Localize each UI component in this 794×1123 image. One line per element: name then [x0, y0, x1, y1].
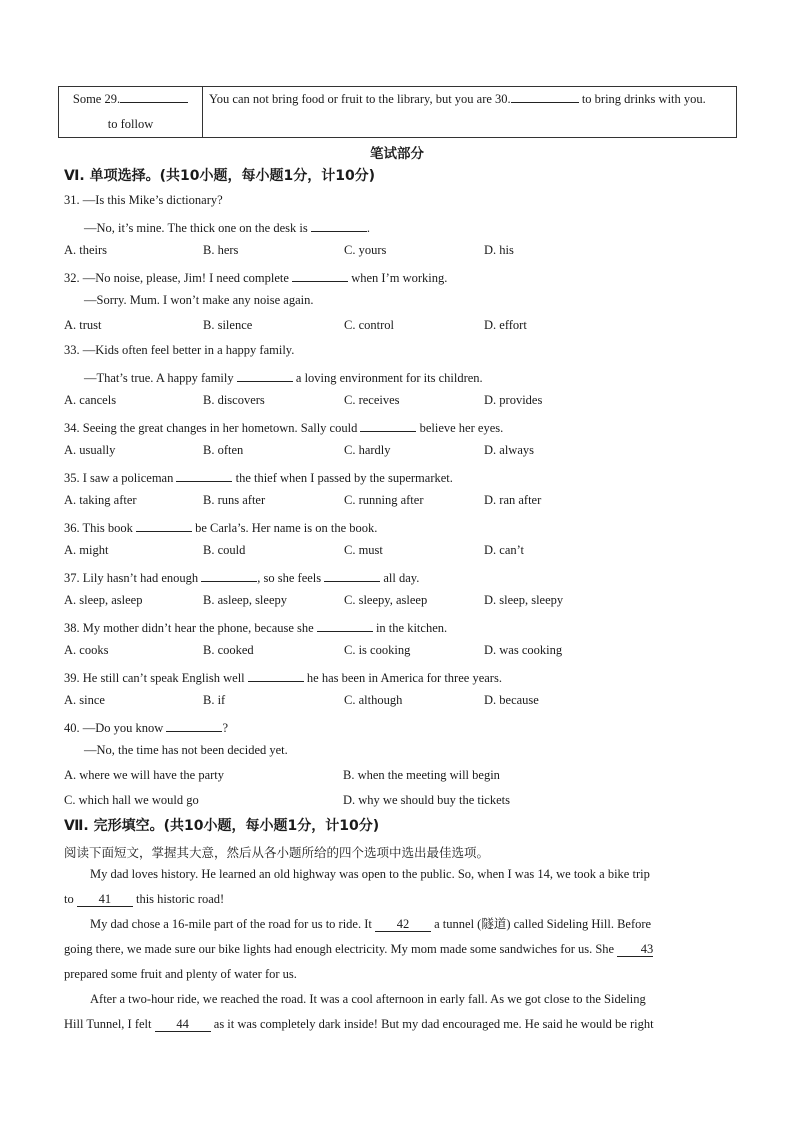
- q37-option-d[interactable]: D. sleep, sleepy: [484, 593, 564, 607]
- passage-line: [64, 912, 730, 937]
- q33-option-c[interactable]: C. receives: [344, 393, 400, 407]
- q35-stem-text: 35. I saw a policeman: [64, 471, 177, 485]
- q36-option-a[interactable]: A. might: [64, 543, 109, 557]
- passage-text: My dad chose a 16-mile part of the road for us to ride. It: [90, 917, 375, 931]
- q39-option-c[interactable]: C. although: [344, 693, 403, 707]
- q40-option-d[interactable]: D. why we should buy the tickets: [343, 793, 510, 807]
- q33-stem: 33. —Kids often feel better in a happy family.: [64, 343, 295, 357]
- q40-option-a[interactable]: A. where we will have the party: [64, 768, 225, 782]
- q31-option-b[interactable]: B. hers: [203, 243, 239, 257]
- q31-option-d[interactable]: D. his: [484, 243, 514, 257]
- blank-30: [511, 89, 579, 103]
- q32-blank: [292, 268, 348, 282]
- q39-blank: [248, 668, 304, 682]
- section-title: 笔试部分: [370, 146, 424, 162]
- q34-stem-text: 34. Seeing the great changes in her hometown. Sally could: [64, 421, 361, 435]
- q34-option-c[interactable]: C. hardly: [344, 443, 391, 457]
- q32-stem-end: when I’m working.: [348, 271, 448, 285]
- q34-stem: [64, 418, 503, 436]
- q32-stem: [64, 268, 447, 286]
- q38-option-d[interactable]: D. was cooking: [484, 643, 563, 657]
- q37-stem-mid: , so she feels: [257, 571, 325, 585]
- blank-44: 44: [155, 1017, 211, 1032]
- blank-42: 42: [375, 917, 431, 932]
- q34-stem-end: believe her eyes.: [416, 421, 504, 435]
- blank-29: [120, 89, 188, 103]
- q40-stem: [64, 718, 228, 736]
- q31-option-c[interactable]: C. yours: [344, 243, 387, 257]
- table-left-pre: Some 29.: [72, 92, 121, 106]
- q37-option-a[interactable]: A. sleep, asleep: [64, 593, 143, 607]
- q34-blank: [360, 418, 416, 432]
- q36-option-c[interactable]: C. must: [344, 543, 383, 557]
- passage-text: a tunnel (隧道) called Sideling Hill. Before: [431, 917, 652, 931]
- section-6-heading: Ⅵ. 单项选择。(共10小题，每小题1分，计10分): [64, 168, 376, 184]
- q33-reply-text: —That’s true. A happy family: [84, 371, 237, 385]
- q35-option-b[interactable]: B. runs after: [203, 493, 266, 507]
- section-7-heading: Ⅶ. 完形填空。(共10小题，每小题1分，计10分): [64, 818, 380, 834]
- q40-stem-end: ?: [222, 721, 228, 735]
- q39-option-a[interactable]: A. since: [64, 693, 105, 707]
- q35-stem-end: the thief when I passed by the supermarket.: [232, 471, 453, 485]
- q40-reply: —No, the time has not been decided yet.: [84, 743, 288, 757]
- q35-option-d[interactable]: D. ran after: [484, 493, 542, 507]
- table-right-post: to bring drinks with you.: [581, 92, 706, 106]
- q32-option-a[interactable]: A. trust: [64, 318, 102, 332]
- q32-option-d[interactable]: D. effort: [484, 318, 527, 332]
- q40-option-b[interactable]: B. when the meeting will begin: [343, 768, 500, 782]
- q32-option-b[interactable]: B. silence: [203, 318, 253, 332]
- q33-blank: [237, 368, 293, 382]
- q40-blank: [166, 718, 222, 732]
- passage-text: as it was completely dark inside! But my dad encouraged me. He said he would be right: [210, 1017, 654, 1031]
- q38-option-b[interactable]: B. cooked: [203, 643, 254, 657]
- q33-option-a[interactable]: A. cancels: [64, 393, 117, 407]
- q37-blank-2: [324, 568, 380, 582]
- passage-text: Hill Tunnel, I felt: [64, 1017, 155, 1031]
- blank-43: 43: [617, 942, 653, 957]
- cloze-instruction: 阅读下面短文，掌握其大意，然后从各小题所给的四个选项中选出最佳选项。: [64, 845, 490, 860]
- q33-option-d[interactable]: D. provides: [484, 393, 543, 407]
- q37-option-c[interactable]: C. sleepy, asleep: [344, 593, 428, 607]
- passage-line: My dad loves history. He learned an old highway was open to the public. So, when I was 14, we took a bike trip: [90, 867, 650, 881]
- q38-stem: [64, 618, 447, 636]
- q38-blank: [317, 618, 373, 632]
- q33-option-b[interactable]: B. discovers: [203, 393, 265, 407]
- q35-blank: [176, 468, 232, 482]
- blank-41: 41: [77, 892, 133, 907]
- q31-stem: 31. —Is this Mike’s dictionary?: [64, 193, 223, 207]
- q38-stem-text: 38. My mother didn’t hear the phone, because she: [64, 621, 317, 635]
- q32-reply: —Sorry. Mum. I won’t make any noise again.: [84, 293, 314, 307]
- q35-option-a[interactable]: A. taking after: [64, 493, 137, 507]
- q35-option-c[interactable]: C. running after: [344, 493, 424, 507]
- q34-option-d[interactable]: D. always: [484, 443, 534, 457]
- q40-stem-text: 40. —Do you know: [64, 721, 167, 735]
- passage-line: [64, 1012, 730, 1037]
- q31-blank: [311, 218, 367, 232]
- passage-text: going there, we made sure our bike lights had enough electricity. My mom made some sandwiches for us. She: [64, 942, 618, 956]
- q36-blank: [136, 518, 192, 532]
- q33-reply-end: a loving environment for its children.: [292, 371, 483, 385]
- q37-option-b[interactable]: B. asleep, sleepy: [203, 593, 288, 607]
- passage-line: [64, 887, 730, 912]
- q39-stem-text: 39. He still can’t speak English well: [64, 671, 248, 685]
- q36-option-d[interactable]: D. can’t: [484, 543, 525, 557]
- table-left-post: to follow: [107, 117, 154, 131]
- passage-text: to: [64, 892, 77, 906]
- q39-stem: [64, 668, 502, 686]
- q31-reply: [84, 218, 370, 236]
- table-right-cell: [203, 87, 737, 138]
- q32-stem-text: 32. —No noise, please, Jim! I need complete: [64, 271, 293, 285]
- q37-stem: [64, 568, 419, 586]
- passage-line: After a two-hour ride, we reached the road. It was a cool afternoon in early fall. As we got close to the Sideling: [90, 992, 646, 1006]
- q36-option-b[interactable]: B. could: [203, 543, 246, 557]
- q39-option-d[interactable]: D. because: [484, 693, 539, 707]
- q34-option-a[interactable]: A. usually: [64, 443, 116, 457]
- table-right-pre: You can not bring food or fruit to the library, but you are 30.: [209, 92, 511, 106]
- q36-stem-text: 36. This book: [64, 521, 136, 535]
- q36-stem: [64, 518, 377, 536]
- q39-stem-end: he has been in America for three years.: [303, 671, 502, 685]
- q38-option-a[interactable]: A. cooks: [64, 643, 109, 657]
- q34-option-b[interactable]: B. often: [203, 443, 244, 457]
- q33-reply: [84, 368, 483, 386]
- q40-option-c[interactable]: C. which hall we would go: [64, 793, 199, 807]
- q31-option-a[interactable]: A. theirs: [64, 243, 108, 257]
- passage-line: [64, 937, 730, 962]
- q37-stem-end: all day.: [380, 571, 420, 585]
- table-left-cell: [59, 87, 203, 138]
- q32-option-c[interactable]: C. control: [344, 318, 394, 332]
- q38-stem-end: in the kitchen.: [372, 621, 448, 635]
- q35-stem: [64, 468, 453, 486]
- q37-blank-1: [201, 568, 257, 582]
- passage-text: this historic road!: [132, 892, 225, 906]
- notice-table: [58, 86, 737, 138]
- q39-option-b[interactable]: B. if: [203, 693, 226, 707]
- q37-stem-text: 37. Lily hasn’t had enough: [64, 571, 202, 585]
- q31-reply-text: —No, it’s mine. The thick one on the desk is: [84, 221, 311, 235]
- q38-option-c[interactable]: C. is cooking: [344, 643, 411, 657]
- q36-stem-end: be Carla’s. Her name is on the book.: [192, 521, 378, 535]
- passage-line: prepared some fruit and plenty of water for us.: [64, 967, 297, 981]
- cloze-passage: [64, 862, 730, 1037]
- q31-reply-end: .: [366, 221, 370, 235]
